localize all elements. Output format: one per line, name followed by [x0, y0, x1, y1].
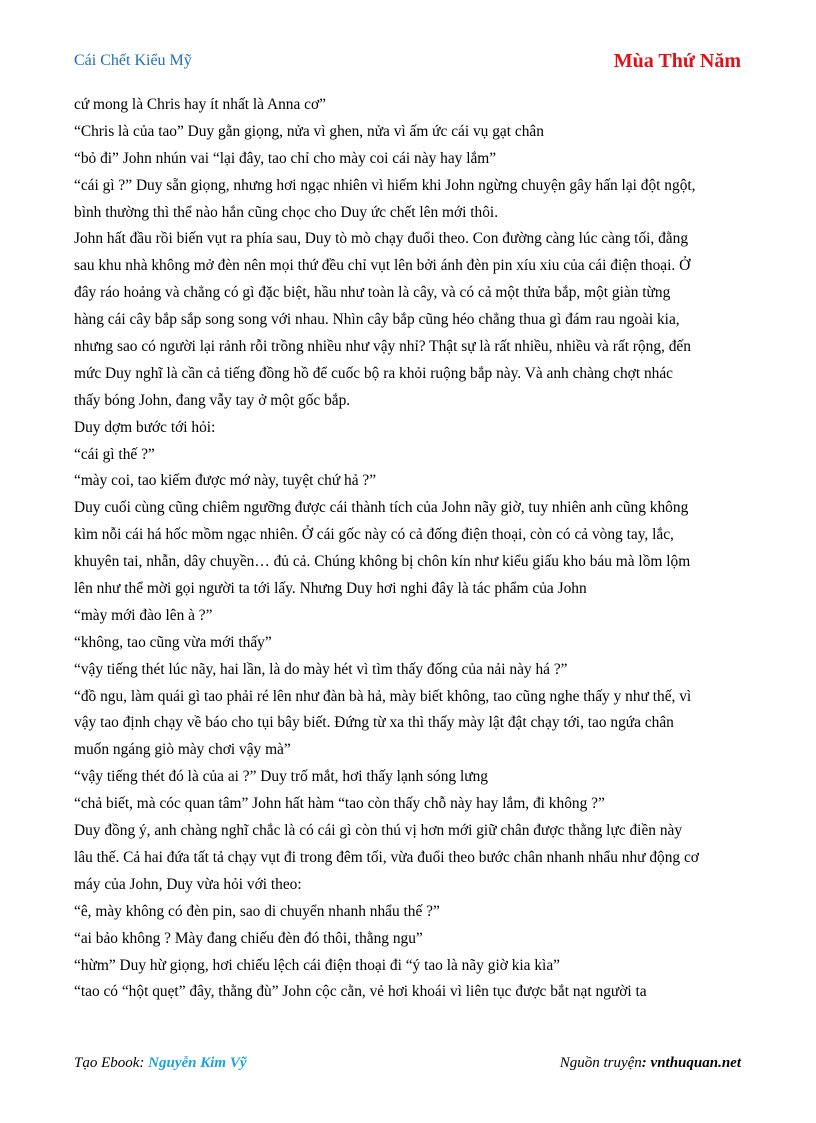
text-line: nhưng sao có người lại rảnh rỗi trồng nhiều như vậy nhỉ? Thật sự là rất nhiều, nhiều và rất rộng, đến: [74, 338, 691, 356]
book-title: Cái Chết Kiểu Mỹ: [74, 52, 192, 69]
source-name: vnthuquan.net: [650, 1055, 741, 1071]
text-line: hàng cái cây bắp sắp song song với nhau. Nhìn cây bắp cũng héo chẳng thua gì đám rau ngoài kia,: [74, 311, 680, 329]
text-line: “vậy tiếng thét lúc nãy, hai lần, là do mày hét vì tìm thấy đống của nải này há ?”: [74, 660, 568, 678]
text-line: “chả biết, mà cóc quan tâm” John hất hàm “tao còn thấy chỗ này hay lắm, đi không ?”: [74, 795, 605, 813]
source-credit: [560, 1055, 741, 1072]
text-line: Duy cuối cùng cũng chiêm ngưỡng được cái thành tích của John nãy giờ, tuy nhiên anh cũng không: [74, 499, 689, 517]
text-line: lên như thể mời gọi người ta tới lấy. Nhưng Duy hơi nghi đây là tác phẩm của John: [74, 580, 587, 598]
text-line: “mày mới đào lên à ?”: [74, 606, 213, 624]
text-line: sau khu nhà không mở đèn nên mọi thứ đều chỉ vụt lên bởi ánh đèn pin xíu xiu của cái điện thoại. Ở: [74, 257, 691, 275]
ebook-creator-name: Nguyễn Kim Vỹ: [148, 1055, 247, 1071]
page-footer: [74, 1055, 741, 1075]
ebook-credit-separator: :: [139, 1055, 149, 1071]
text-line: “không, tao cũng vừa mới thấy”: [74, 633, 272, 651]
source-credit-separator: :: [641, 1055, 651, 1071]
text-line: John hất đầu rồi biến vụt ra phía sau, Duy tò mò chạy đuổi theo. Con đường càng lúc càng tối, đằng: [74, 230, 689, 248]
text-line: thấy bóng John, đang vẫy tay ở một gốc bắp.: [74, 391, 351, 409]
text-line: “ê, mày không có đèn pin, sao di chuyển nhanh nhẩu thế ?”: [74, 902, 440, 920]
text-line: “bỏ đi” John nhún vai “lại đây, tao chỉ cho mày coi cái này hay lắm”: [74, 149, 497, 167]
text-line: “đồ ngu, làm quái gì tao phải ré lên như đàn bà hả, mày biết không, tao cũng nghe thấy y như thế, vì: [74, 687, 692, 705]
story-text: [74, 92, 746, 1006]
text-line: khuyên tai, nhẫn, dây chuyền… đủ cả. Chúng không bị chôn kín như kiểu giấu kho báu mà lồm lộm: [74, 553, 691, 571]
text-line: Duy đồng ý, anh chàng nghĩ chắc là có cái gì còn thú vị hơn mới giữ chân được thằng lực điền này: [74, 822, 683, 840]
text-line: “mày coi, tao kiếm được mớ này, tuyệt chứ hả ?”: [74, 472, 377, 490]
text-line: “Chris là của tao” Duy gằn giọng, nửa vì ghen, nửa vì ấm ức cái vụ gạt chân: [74, 122, 544, 140]
text-line: “ai bảo không ? Mày đang chiếu đèn đó thôi, thằng ngu”: [74, 929, 423, 947]
text-line: bình thường thì thể nào hắn cũng chọc cho Duy ức chết lên mới thôi.: [74, 203, 499, 221]
text-line: cứ mong là Chris hay ít nhất là Anna cơ”: [74, 96, 326, 113]
source-credit-label: Nguồn truyện: [559, 1055, 642, 1071]
ebook-credit-label: Tạo Ebook: [74, 1055, 140, 1071]
text-line: vậy tao định chạy về báo cho tụi bây biết. Đứng từ xa thì thấy mày lật đật chạy tới, tao ngứa chân: [74, 714, 674, 732]
page-header: [74, 50, 741, 74]
text-line: Duy dợm bước tới hỏi:: [74, 418, 216, 436]
text-line: kìm nỗi cái há hốc mồm ngạc nhiên. Ở cái gốc này có cả đống điện thoại, còn có cả vòng tay, lắc,: [74, 526, 674, 544]
text-line: “vậy tiếng thét đó là của ai ?” Duy trố mắt, hơi thấy lạnh sóng lưng: [74, 768, 488, 786]
text-line: lâu thế. Cả hai đứa tất tả chạy vụt đi trong đêm tối, vừa đuổi theo bước chân nhanh nhẩu như động cơ: [74, 848, 699, 866]
text-line: “cái gì ?” Duy sẵn giọng, nhưng hơi ngạc nhiên vì hiếm khi John ngừng chuyện gây hấn lại đột ngột,: [74, 176, 696, 194]
ebook-credit: [74, 1055, 247, 1072]
chapter-title: Mùa Thứ Năm: [613, 50, 741, 72]
text-line: “cái gì thế ?”: [74, 445, 155, 463]
text-line: máy của John, Duy vừa hỏi với theo:: [74, 875, 302, 893]
text-line: muốn ngáng giò mày chơi vậy mà”: [74, 741, 291, 759]
text-line: đây ráo hoảng và chẳng có gì đặc biệt, hầu như toàn là cây, và có cả một thửa bắp, một giàn từng: [74, 284, 671, 302]
text-line: mức Duy nghĩ là cần cả tiếng đồng hồ để cuốc bộ ra khỏi ruộng bắp này. Và anh chàng chợt nhác: [74, 364, 674, 382]
text-line: “tao có “hột quẹt” đây, thằng đù” John cộc cằn, vẻ hơi khoái vì liên tục được bắt nạt người ta: [74, 983, 647, 1001]
text-line: “hừm” Duy hừ giọng, hơi chiếu lệch cái điện thoại đi “ý tao là nãy giờ kia kìa”: [74, 956, 560, 974]
